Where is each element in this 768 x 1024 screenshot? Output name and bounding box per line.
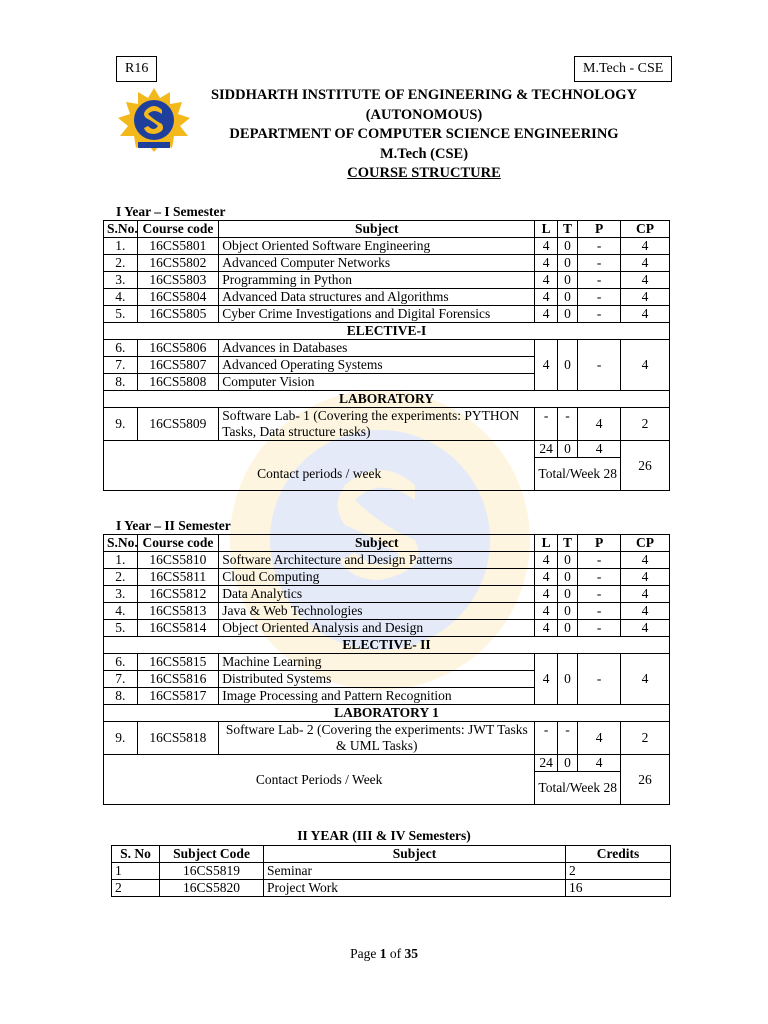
contact-t: 0 <box>557 441 577 458</box>
elective-band <box>104 323 670 340</box>
cell-code: 16CS5818 <box>137 722 219 755</box>
cell-code: 16CS5814 <box>137 620 219 637</box>
cell-code: 16CS5803 <box>137 272 219 289</box>
table-row <box>104 340 670 357</box>
cell-l: 4 <box>535 255 557 272</box>
program-name: M.Tech (CSE) <box>379 145 469 162</box>
cell-l: - <box>535 722 557 755</box>
semester-1-table <box>103 220 670 491</box>
cell-code: 16CS5804 <box>137 289 219 306</box>
cell-l: 4 <box>535 306 557 323</box>
cell-t: - <box>557 408 577 441</box>
autonomous-label: (AUTONOMOUS) <box>365 106 483 123</box>
cell-l: 4 <box>535 569 557 586</box>
semester-2-table <box>103 534 670 805</box>
cell-code: 16CS5813 <box>137 603 219 620</box>
cell-sno: 3. <box>104 272 138 289</box>
elective-title: ELECTIVE- II <box>104 637 670 654</box>
cell-code: 16CS5817 <box>137 688 219 705</box>
cell-p: - <box>578 552 621 569</box>
table-row <box>104 586 670 603</box>
cell-cp: 4 <box>621 654 670 705</box>
cell-code: 16CS5816 <box>137 671 219 688</box>
cell-subject: Computer Vision <box>219 374 535 391</box>
cell-subject: Advanced Operating Systems <box>219 357 535 374</box>
cell-p: - <box>578 620 621 637</box>
cell-l: 4 <box>535 603 557 620</box>
cell-p: - <box>578 654 621 705</box>
cell-p: - <box>578 340 621 391</box>
cell-code: 16CS5815 <box>137 654 219 671</box>
cell-p: - <box>578 289 621 306</box>
table-row <box>104 272 670 289</box>
cell-code: 16CS5807 <box>137 357 219 374</box>
cell-code: 16CS5812 <box>137 586 219 603</box>
elective-title: ELECTIVE-I <box>104 323 670 340</box>
cell-p: - <box>578 586 621 603</box>
cell-subject: Object Oriented Analysis and Design <box>219 620 535 637</box>
cell-sno: 1. <box>104 238 138 255</box>
cell-sno: 6. <box>104 654 138 671</box>
cell-code: 16CS5810 <box>137 552 219 569</box>
semester-2-title: I Year – II Semester <box>116 518 231 533</box>
document-header <box>150 86 698 184</box>
contact-total: Total/Week 28 <box>535 772 621 805</box>
contact-row <box>104 755 670 772</box>
lab-row <box>104 408 670 441</box>
cell-code: 16CS5820 <box>160 880 264 897</box>
contact-p: 4 <box>578 755 621 772</box>
lab-row <box>104 722 670 755</box>
cell-t: 0 <box>557 586 577 603</box>
cell-sno: 2 <box>112 880 160 897</box>
cell-t: 0 <box>557 272 577 289</box>
cell-p: - <box>578 238 621 255</box>
col-sno: S.No. <box>104 221 138 238</box>
cell-sno: 9. <box>104 408 138 441</box>
col-sno: S.No. <box>104 535 138 552</box>
col-code: Course code <box>137 535 219 552</box>
col-cp: CP <box>621 535 670 552</box>
cell-t: 0 <box>557 306 577 323</box>
cell-sno: 4. <box>104 603 138 620</box>
contact-label: Contact periods / week <box>104 441 535 491</box>
contact-cp: 26 <box>621 755 670 805</box>
cell-credits: 2 <box>566 863 671 880</box>
program-tag: M.Tech - CSE <box>574 56 672 82</box>
cell-subject: Seminar <box>264 863 566 880</box>
cell-l: 4 <box>535 272 557 289</box>
cell-p: - <box>578 306 621 323</box>
cell-sno: 1 <box>112 863 160 880</box>
cell-sno: 6. <box>104 340 138 357</box>
cell-cp: 4 <box>621 340 670 391</box>
table-row <box>104 603 670 620</box>
cell-t: 0 <box>557 620 577 637</box>
page-number <box>0 946 768 962</box>
cell-cp: 4 <box>621 586 670 603</box>
cell-credits: 16 <box>566 880 671 897</box>
cell-t: - <box>557 722 577 755</box>
cell-subject: Advances in Databases <box>219 340 535 357</box>
table-row <box>104 620 670 637</box>
cell-code: 16CS5805 <box>137 306 219 323</box>
cell-sno: 3. <box>104 586 138 603</box>
cell-subject: Software Lab- 1 (Covering the experiments: PYTHON Tasks, Data structure tasks) <box>219 408 535 441</box>
cell-subject: Data Analytics <box>219 586 535 603</box>
cell-subject: Software Lab- 2 (Covering the experiments: JWT Tasks & UML Tasks) <box>219 722 535 755</box>
cell-subject: Machine Learning <box>219 654 535 671</box>
col-p: P <box>578 221 621 238</box>
cell-subject: Project Work <box>264 880 566 897</box>
cell-cp: 2 <box>621 408 670 441</box>
cell-sno: 8. <box>104 374 138 391</box>
elective-band <box>104 637 670 654</box>
laboratory-band <box>104 705 670 722</box>
page-total: 35 <box>404 946 418 961</box>
cell-p: 4 <box>578 722 621 755</box>
cell-sno: 2. <box>104 255 138 272</box>
cell-p: - <box>578 603 621 620</box>
cell-t: 0 <box>557 289 577 306</box>
year-2-title: II YEAR (III & IV Semesters) <box>297 828 471 843</box>
cell-t: 0 <box>557 569 577 586</box>
laboratory-title: LABORATORY 1 <box>104 705 670 722</box>
semester-1-title: I Year – I Semester <box>116 204 226 219</box>
cell-subject: Java & Web Technologies <box>219 603 535 620</box>
col-code: Course code <box>137 221 219 238</box>
table-row <box>104 569 670 586</box>
contact-l: 24 <box>535 441 557 458</box>
cell-p: - <box>578 569 621 586</box>
cell-p: 4 <box>578 408 621 441</box>
table-row <box>104 552 670 569</box>
cell-subject: Distributed Systems <box>219 671 535 688</box>
col-cp: CP <box>621 221 670 238</box>
cell-p: - <box>578 255 621 272</box>
cell-code: 16CS5811 <box>137 569 219 586</box>
col-subject: Subject <box>264 846 566 863</box>
table-header-row <box>104 535 670 552</box>
contact-label: Contact Periods / Week <box>104 755 535 805</box>
cell-subject: Programming in Python <box>219 272 535 289</box>
cell-l: 4 <box>535 654 557 705</box>
col-subject: Subject <box>219 221 535 238</box>
cell-t: 0 <box>557 603 577 620</box>
cell-sno: 5. <box>104 306 138 323</box>
cell-t: 0 <box>557 255 577 272</box>
cell-p: - <box>578 272 621 289</box>
col-code: Subject Code <box>160 846 264 863</box>
contact-l: 24 <box>535 755 557 772</box>
cell-sno: 5. <box>104 620 138 637</box>
cell-cp: 4 <box>621 238 670 255</box>
cell-t: 0 <box>557 654 577 705</box>
cell-code: 16CS5806 <box>137 340 219 357</box>
cell-subject: Image Processing and Pattern Recognition <box>219 688 535 705</box>
cell-l: 4 <box>535 238 557 255</box>
institute-name: SIDDHARTH INSTITUTE OF ENGINEERING & TECHNOLOGY <box>210 87 638 103</box>
col-sno: S. No <box>112 846 160 863</box>
cell-l: 4 <box>535 552 557 569</box>
cell-code: 16CS5809 <box>137 408 219 441</box>
page-current: 1 <box>379 946 387 961</box>
cell-cp: 4 <box>621 289 670 306</box>
contact-total: Total/Week 28 <box>535 458 621 491</box>
cell-cp: 4 <box>621 620 670 637</box>
cell-cp: 4 <box>621 306 670 323</box>
col-subject: Subject <box>219 535 535 552</box>
document-title: COURSE STRUCTURE <box>347 165 501 181</box>
cell-subject: Software Architecture and Design Patterns <box>219 552 535 569</box>
col-l: L <box>535 221 557 238</box>
table-row <box>104 238 670 255</box>
table-header-row <box>104 221 670 238</box>
col-credits: Credits <box>566 846 671 863</box>
cell-cp: 4 <box>621 569 670 586</box>
cell-cp: 4 <box>621 272 670 289</box>
table-row <box>104 306 670 323</box>
col-p: P <box>578 535 621 552</box>
cell-cp: 4 <box>621 603 670 620</box>
department-name: DEPARTMENT OF COMPUTER SCIENCE ENGINEERING <box>229 126 619 142</box>
contact-cp: 26 <box>621 441 670 491</box>
cell-subject: Advanced Computer Networks <box>219 255 535 272</box>
cell-subject: Advanced Data structures and Algorithms <box>219 289 535 306</box>
cell-sno: 1. <box>104 552 138 569</box>
table-row <box>104 654 670 671</box>
regulation-tag: R16 <box>116 56 157 82</box>
table-row <box>104 289 670 306</box>
cell-subject: Cyber Crime Investigations and Digital Forensics <box>219 306 535 323</box>
cell-l: 4 <box>535 620 557 637</box>
table-row <box>112 880 671 897</box>
cell-sno: 9. <box>104 722 138 755</box>
table-row <box>112 863 671 880</box>
cell-l: - <box>535 408 557 441</box>
page-middle: of <box>386 946 405 961</box>
cell-code: 16CS5801 <box>137 238 219 255</box>
cell-cp: 2 <box>621 722 670 755</box>
table-row <box>104 255 670 272</box>
cell-l: 4 <box>535 340 557 391</box>
cell-l: 4 <box>535 586 557 603</box>
cell-code: 16CS5808 <box>137 374 219 391</box>
cell-t: 0 <box>557 340 577 391</box>
contact-row <box>104 441 670 458</box>
cell-sno: 7. <box>104 357 138 374</box>
col-t: T <box>557 221 577 238</box>
cell-sno: 2. <box>104 569 138 586</box>
cell-subject: Object Oriented Software Engineering <box>219 238 535 255</box>
laboratory-band <box>104 391 670 408</box>
cell-code: 16CS5802 <box>137 255 219 272</box>
cell-t: 0 <box>557 238 577 255</box>
cell-sno: 4. <box>104 289 138 306</box>
contact-p: 4 <box>578 441 621 458</box>
col-l: L <box>535 535 557 552</box>
cell-sno: 7. <box>104 671 138 688</box>
page-prefix: Page <box>350 946 380 961</box>
cell-cp: 4 <box>621 552 670 569</box>
contact-t: 0 <box>557 755 577 772</box>
cell-code: 16CS5819 <box>160 863 264 880</box>
cell-sno: 8. <box>104 688 138 705</box>
cell-l: 4 <box>535 289 557 306</box>
cell-subject: Cloud Computing <box>219 569 535 586</box>
laboratory-title: LABORATORY <box>104 391 670 408</box>
year-2-table <box>111 845 671 897</box>
col-t: T <box>557 535 577 552</box>
cell-cp: 4 <box>621 255 670 272</box>
table-header-row <box>112 846 671 863</box>
cell-t: 0 <box>557 552 577 569</box>
